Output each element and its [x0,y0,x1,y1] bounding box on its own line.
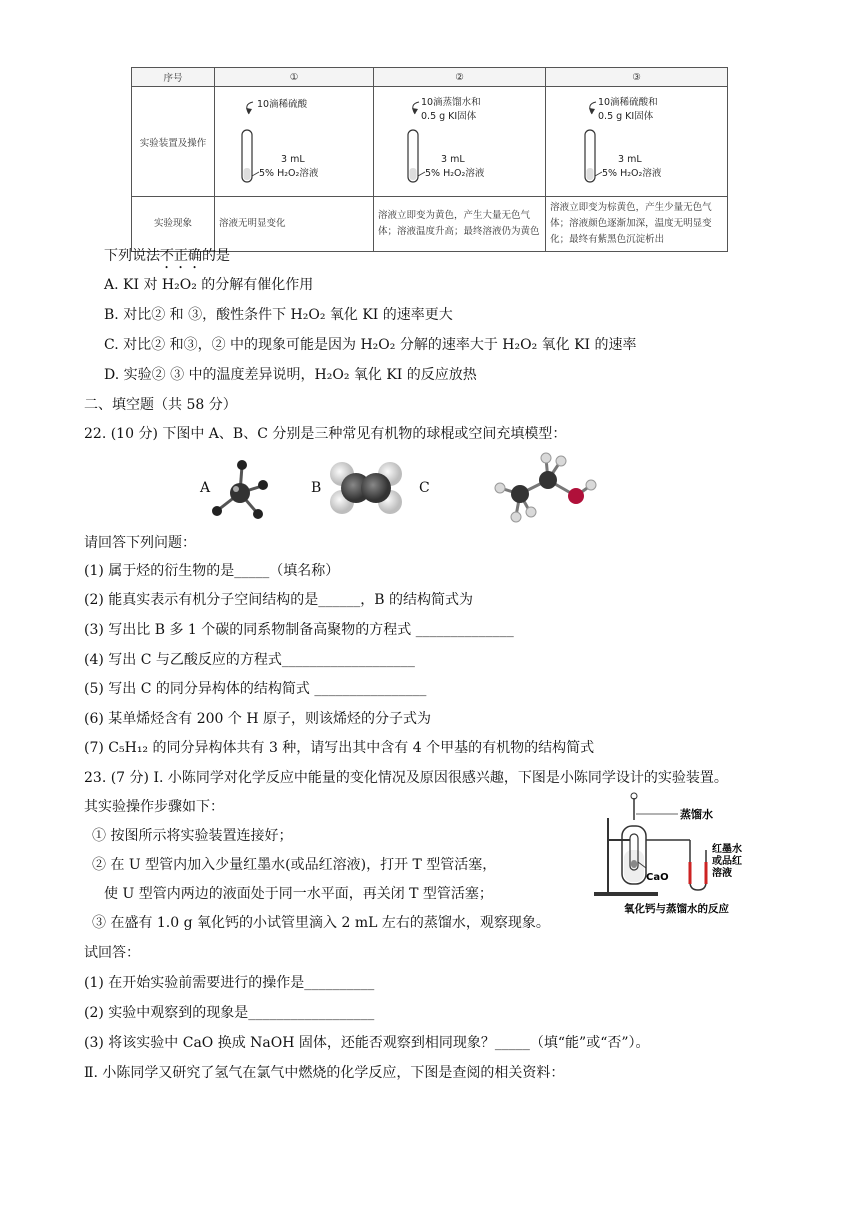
ball-stick-model-c [490,450,606,526]
q21-option-c: C. 对比② 和③，② 中的现象可能是因为 H₂O₂ 分解的速率大于 H₂O₂ 氧化 KI 的速率 [104,337,637,353]
q23-steps-intro: 其实验操作步骤如下： [84,799,224,815]
model-label-c: C [419,480,430,496]
solution-label-2: 5% H₂O₂溶液 [424,167,484,179]
table-header-1: ① [215,68,374,87]
phenomenon-cell-1: 溶液无明显变化 [215,197,374,252]
q23-stem: 23. (7 分) Ⅰ. 小陈同学对化学反应中能量的变化情况及原因很感兴趣，下图是小陈同学设计的实验装置。 [84,770,728,786]
table-header-index: 序号 [132,68,215,87]
q22-stem: 22. (10 分) 下图中 A、B、C 分别是三种常见有机物的球棍或空间充填模型： [84,426,567,442]
q23-question-3: (3) 将该实验中 CaO 换成 NaOH 固体，还能否观察到相同现象？_____（填“能”或“否”）。 [84,1035,650,1051]
q21-option-a: A. KI 对 H₂O₂ 的分解有催化作用 [104,277,314,293]
q22-item-3: (3) 写出比 B 多 1 个碳的同系物制备高聚物的方程式 ______________ [84,622,514,638]
q23-answer-intro: 试回答： [84,945,140,961]
q23-step-3: ③ 在盛有 1.0 g 氧化钙的小试管里滴入 2 mL 左右的蒸馏水，观察现象。 [92,915,550,931]
apparatus-cell-3 [546,87,728,197]
experiment-table [131,67,728,252]
space-filling-model-b [328,460,404,516]
q21-option-d: D. 实验② ③ 中的温度差异说明，H₂O₂ 氧化 KI 的反应放热 [104,367,477,383]
q23-question-2: (2) 实验中观察到的现象是__________________ [84,1005,375,1021]
q23-step-2-cont: 使 U 型管内两边的液面处于同一水平面，再关闭 T 型管活塞； [104,886,493,902]
test-tube-diagram-3 [562,92,712,192]
solution-label-3: 5% H₂O₂溶液 [601,167,661,179]
section-title: 二、填空题（共 58 分） [84,397,237,413]
q23-step-1: ① 按图所示将实验装置连接好； [92,828,293,844]
reagent-label-2a: 10滴蒸馏水和 [420,96,481,108]
cao-apparatus-figure [590,790,768,920]
ink-label-3: 溶液 [712,868,732,879]
q23-part2: Ⅱ. 小陈同学又研究了氢气在氯气中燃烧的化学反应，下图是查阅的相关资料： [84,1065,565,1081]
model-label-b: B [311,480,322,496]
reagent-label-3a: 10滴稀硫酸和 [597,96,658,108]
q22-item-4: (4) 写出 C 与乙酸反应的方程式___________________ [84,652,415,668]
volume-label-3: 3 mL [617,153,642,165]
q22-item-1: (1) 属于烃的衍生物的是_____（填名称） [84,563,340,579]
table-header-3: ③ [546,68,728,87]
water-label: 蒸馏水 [680,808,713,821]
solution-label-1: 5% H₂O₂溶液 [259,167,319,179]
reagent-label-2b: 0.5 g KI固体 [420,110,476,122]
q22-prompt: 请回答下列问题： [84,535,196,551]
q22-item-5: (5) 写出 C 的同分异构体的结构简式 ________________ [84,681,427,697]
phenomenon-cell-2: 溶液立即变为黄色，产生大量无色气体；溶液温度升高；最终溶液仍为黄色 [374,197,546,252]
volume-label-1: 3 mL [281,153,305,165]
figure-caption: 氧化钙与蒸馏水的反应 [624,903,729,915]
ink-label-1: 红墨水 [712,844,742,855]
ink-label-2: 或品红 [712,856,742,867]
q22-item-2: (2) 能真实表示有机分子空间结构的是______，B 的结构简式为 [84,592,474,608]
test-tube-diagram-2 [385,92,535,192]
table-header-2: ② [374,68,546,87]
q23-question-1: (1) 在开始实验前需要进行的操作是__________ [84,975,375,991]
volume-label-2: 3 mL [440,153,465,165]
phenomenon-cell-3: 溶液立即变为棕黄色，产生少量无色气体；溶液颜色逐渐加深，温度无明显变化；最终有紫黑色沉淀析出 [546,197,728,252]
reagent-label-3b: 0.5 g KI固体 [597,110,653,122]
apparatus-cell-2 [374,87,546,197]
reagent-label-1: 10滴稀硫酸 [257,98,308,110]
q21-option-b: B. 对比② 和 ③，酸性条件下 H₂O₂ 氧化 KI 的速率更大 [104,307,453,323]
q21-emphasis: 不正确 [160,248,202,264]
test-tube-diagram-1 [219,92,369,192]
apparatus-row-label: 实验装置及操作 [132,87,215,197]
q22-item-6: (6) 某单烯烃含有 200 个 H 原子，则该烯烃的分子式为 [84,711,432,727]
model-label-a: A [200,480,211,496]
q21-stem: 下列说法不正确的是 [104,248,230,264]
apparatus-cell-1 [215,87,374,197]
q22-item-7: (7) C₅H₁₂ 的同分异构体共有 3 种，请写出其中含有 4 个甲基的有机物的结构简式 [84,740,595,756]
q23-step-2: ② 在 U 型管内加入少量红墨水(或品红溶液)，打开 T 型管活塞， [92,857,497,873]
ball-stick-model-a [206,458,276,520]
cao-label: CaO [646,872,669,883]
phenomenon-row-label: 实验现象 [132,197,215,252]
